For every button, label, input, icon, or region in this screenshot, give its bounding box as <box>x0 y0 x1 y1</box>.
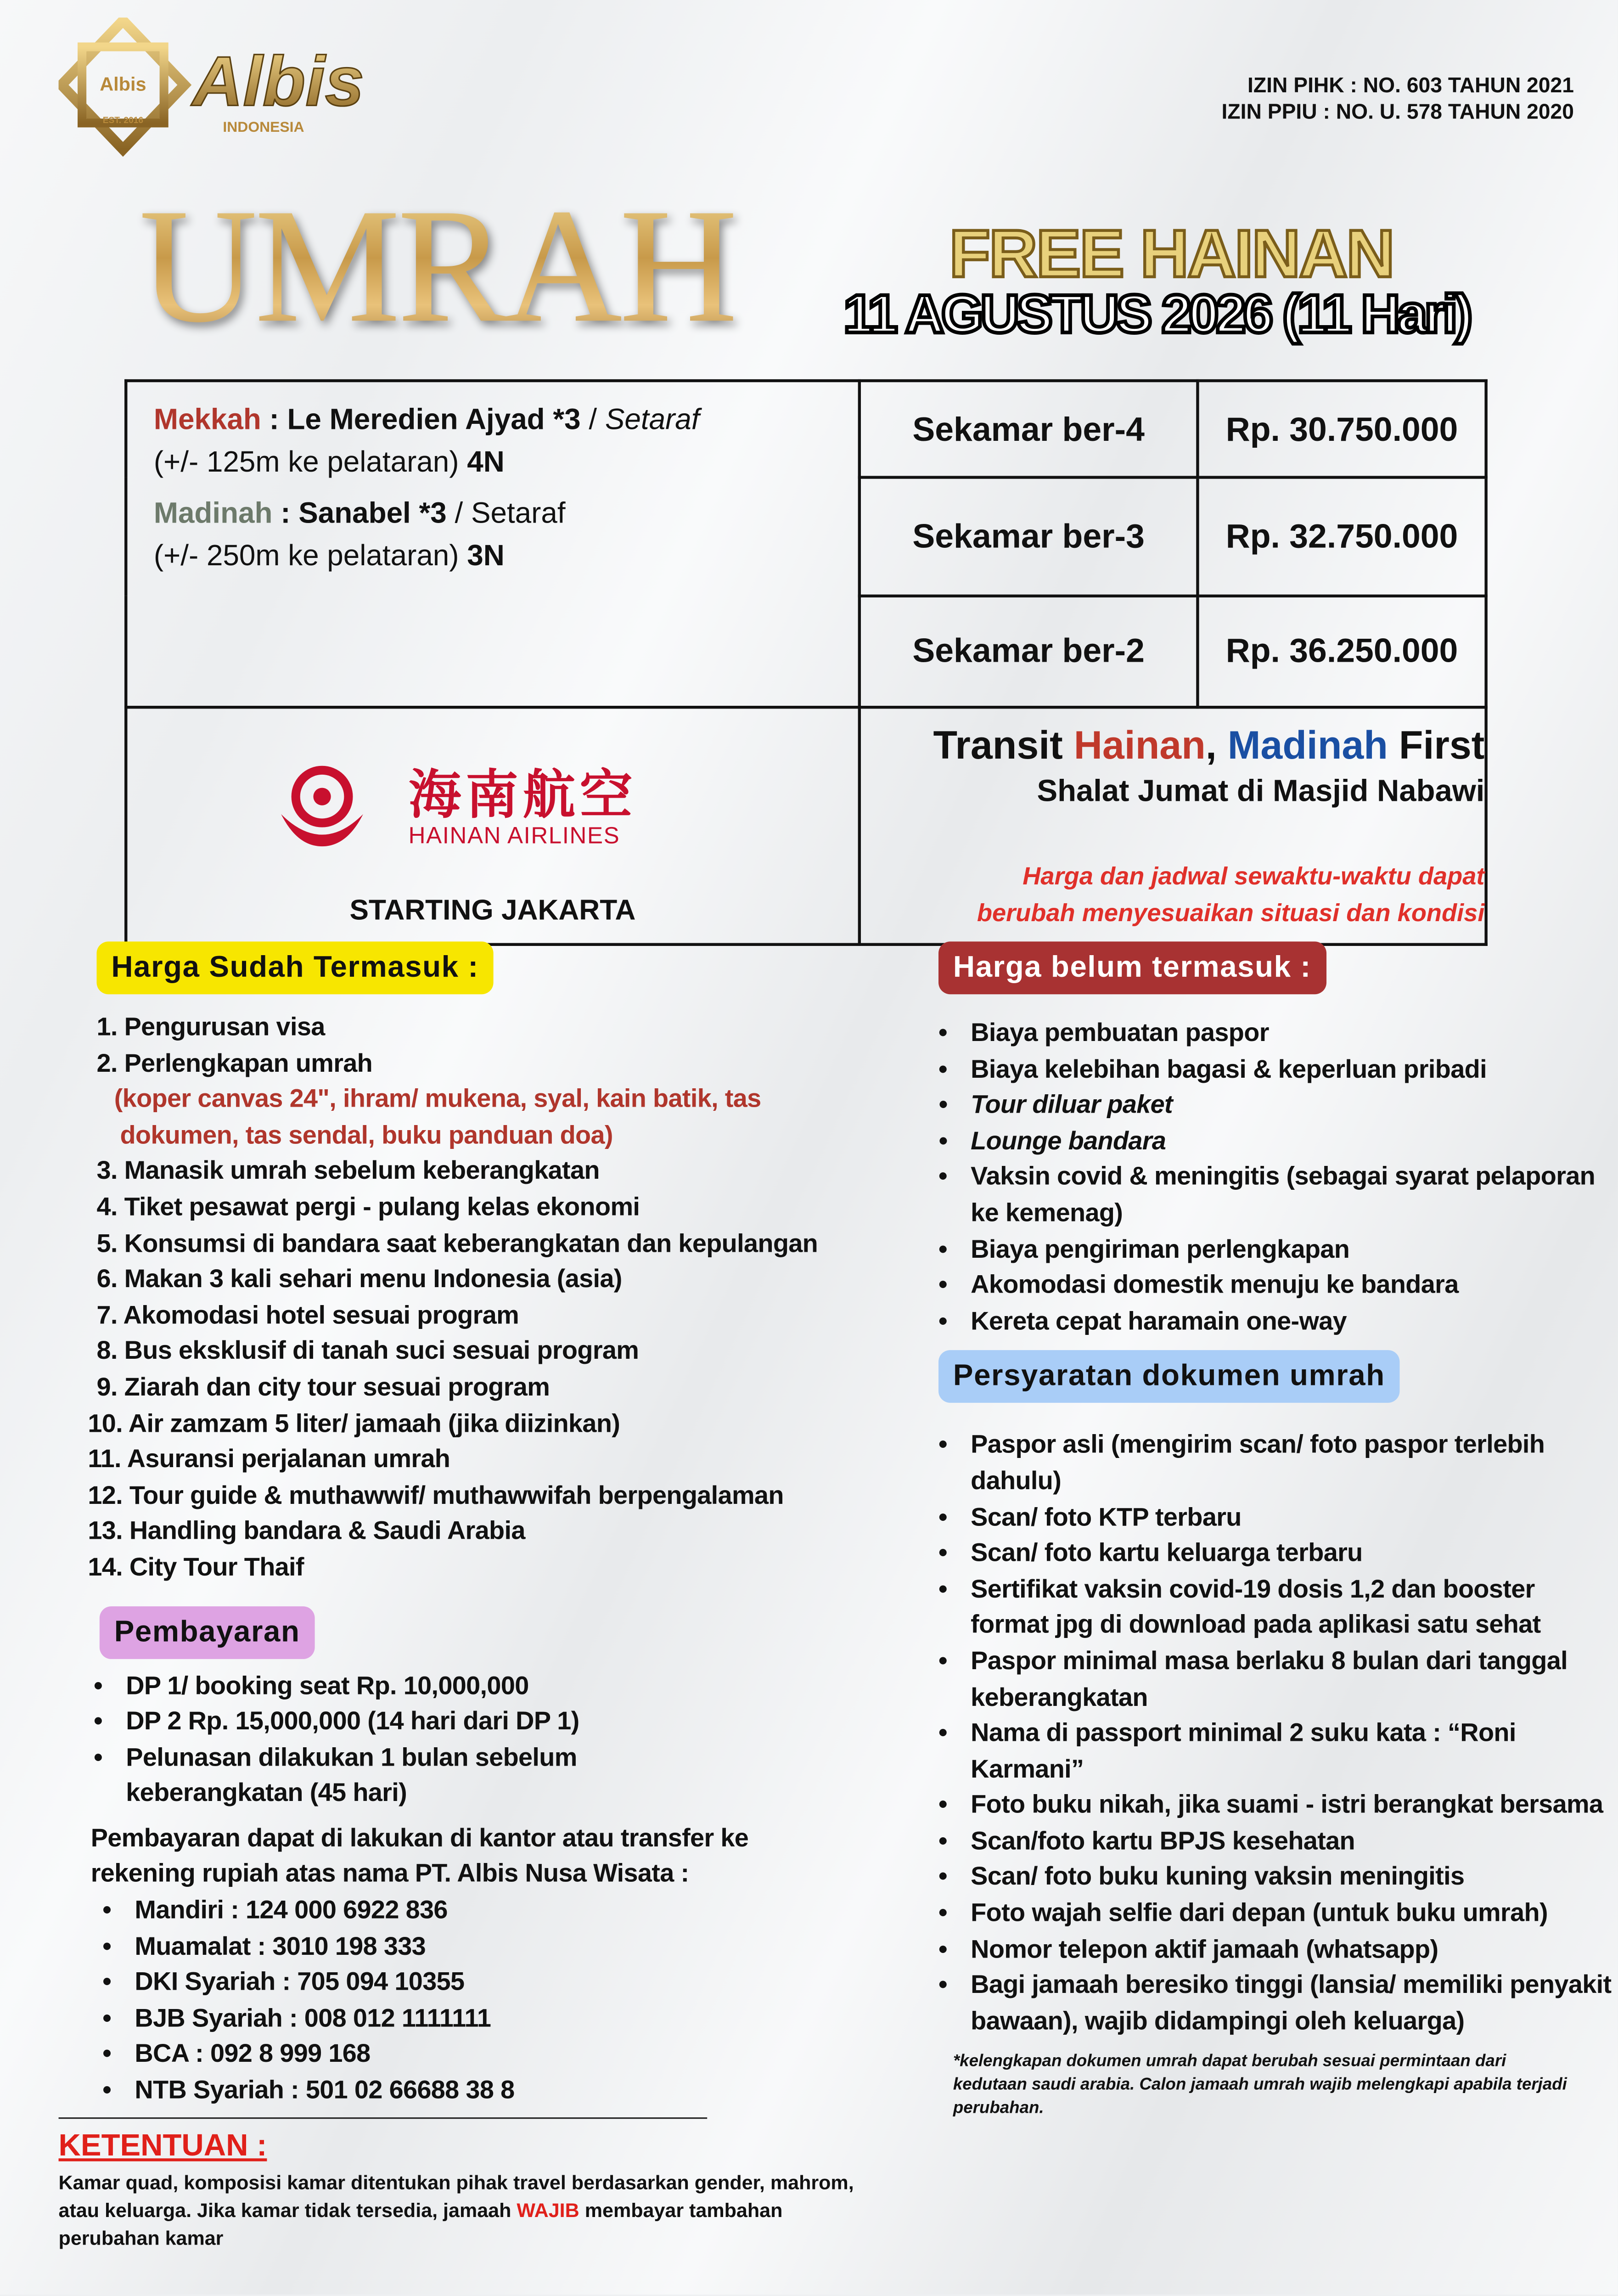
list-item: 5. Konsumsi di bandara saat keberangkatan dan kepulangan <box>96 1228 818 1257</box>
license-info <box>1222 73 1574 126</box>
room-price: Rp. 36.250.000 <box>1197 596 1486 707</box>
madinah-alt: / Setaraf <box>455 498 566 530</box>
bank-account: • BJB Syariah : 008 012 1111111 <box>102 2000 717 2036</box>
disclaimer-line: berubah menyesuaikan situasi dan kondisi <box>977 899 1485 927</box>
svg-text:INDONESIA: INDONESIA <box>223 118 304 135</box>
list-item: • Foto wajah selfie dari depan (untuk buku umrah) <box>938 1895 1615 1931</box>
list-item: • Vaksin covid & meningitis (sebagai syarat pelaporan ke kemenag) <box>938 1159 1615 1231</box>
albis-emblem-icon <box>59 17 366 157</box>
list-item: • DP 2 Rp. 15,000,000 (14 hari dari DP 1) <box>94 1703 708 1739</box>
albis-logo <box>59 17 366 157</box>
starting-city: STARTING JAKARTA <box>349 895 636 927</box>
transit-first: First <box>1388 723 1485 767</box>
list-item: 13. Handling bandara & Saudi Arabia <box>88 1516 525 1546</box>
left-column <box>58 941 933 2251</box>
license-pihk: IZIN PIHK : NO. 603 TAHUN 2021 <box>1247 74 1574 98</box>
list-item: 10. Air zamzam 5 liter/ jamaah (jika diizinkan) <box>88 1408 620 1437</box>
list-item: • Scan/foto kartu BPJS kesehatan <box>938 1823 1615 1859</box>
transit-info <box>860 707 1486 945</box>
list-item: 1. Pengurusan visa <box>96 1012 325 1041</box>
mekkah-hotel: : Le Meredien Ajyad *3 <box>261 404 589 437</box>
separator: , <box>1205 723 1228 767</box>
excluded-list <box>938 1015 1615 1339</box>
documents-footnote: *kelengkapan dokumen umrah dapat berubah sesuai permintaan dari kedutaan saudi arabia. Calon jamaah umrah wajib melengkapi apabila terjadi perubahan. <box>953 2054 1567 2118</box>
terms-highlight: WAJIB <box>517 2199 579 2221</box>
list-item: • Scan/ foto KTP terbaru <box>938 1499 1615 1535</box>
list-item: • Kereta cepat haramain one-way <box>938 1303 1615 1339</box>
list-item: 8. Bus eksklusif di tanah suci sesuai program <box>96 1336 639 1366</box>
established-year: EST. 2016 <box>102 117 144 126</box>
license-ppiu: IZIN PPIU : NO. U. 578 TAHUN 2020 <box>1221 101 1574 125</box>
list-item: 7. Akomodasi hotel sesuai program <box>96 1300 519 1329</box>
terms-text-part: membayar tambahan perubahan kamar <box>58 2199 783 2249</box>
transit-madinah: Madinah <box>1227 723 1388 767</box>
list-item: 6. Makan 3 kali sehari menu Indonesia (asia) <box>96 1264 622 1294</box>
room-type: Sekamar ber-2 <box>860 596 1198 707</box>
documents-header: Persyaratan dokumen umrah <box>938 1351 1400 1403</box>
transit-hainan: Hainan <box>1073 723 1206 767</box>
friday-prayer-note: Shalat Jumat di Masjid Nabawi <box>1037 774 1485 809</box>
madinah-nights: 3N <box>467 540 505 573</box>
list-item: 12. Tour guide & muthawwif/ muthawwifah berpengalaman <box>88 1480 784 1509</box>
payment-header: Pembayaran <box>100 1606 315 1659</box>
list-item: 4. Tiket pesawat pergi - pulang kelas ekonomi <box>96 1192 640 1221</box>
list-item: • Nomor telepon aktif jamaah (whatsapp) <box>938 1931 1615 1967</box>
divider <box>59 2117 708 2118</box>
room-price: Rp. 30.750.000 <box>1197 381 1486 478</box>
list-item: • Pelunasan dilakukan 1 bulan sebelum keberangkatan (45 hari) <box>94 1739 708 1811</box>
hainan-airlines-logo-icon <box>274 765 370 852</box>
list-item: • Paspor asli (mengirim scan/ foto paspor terlebih dahulu) <box>938 1427 1615 1499</box>
list-item: • Scan/ foto buku kuning vaksin meningitis <box>938 1859 1615 1895</box>
terms-text <box>59 2168 879 2251</box>
list-item: • Tour diluar paket <box>938 1087 1615 1123</box>
excluded-header: Harga belum termasuk : <box>938 941 1326 994</box>
included-list <box>88 1009 933 1585</box>
list-item: • Paspor minimal masa berlaku 8 bulan dari tanggal keberangkatan <box>938 1643 1615 1715</box>
airline-cell <box>126 707 860 945</box>
list-item: • Scan/ foto kartu keluarga terbaru <box>938 1535 1615 1570</box>
list-item: • Foto buku nikah, jika suami - istri berangkat bersama <box>938 1787 1615 1823</box>
list-item: • Akomodasi domestik menuju ke bandara <box>938 1267 1615 1303</box>
list-item: • Sertifikat vaksin covid-19 dosis 1,2 dan booster format jpg di download pada aplikasi satu sehat <box>938 1571 1615 1643</box>
list-item: 2. Perlengkapan umrah <box>96 1047 373 1077</box>
included-header: Harga Sudah Termasuk : <box>96 941 493 994</box>
right-column <box>938 941 1615 2121</box>
mekkah-distance: (+/- 125m ke pelataran) <box>153 446 467 479</box>
madinah-distance: (+/- 250m ke pelataran) <box>153 540 467 573</box>
madinah-label: Madinah <box>153 498 273 530</box>
transfer-instructions: Pembayaran dapat di lakukan di kantor atau transfer ke rekening rupiah atas nama PT. Albis Nusa Wisata : <box>90 1823 749 1888</box>
bank-list <box>102 1892 717 2108</box>
documents-list <box>938 1427 1615 2039</box>
terms-text-part: Kamar quad, komposisi kamar ditentukan pihak travel berdasarkan gender, mahrom, atau keluarga. Jika kamar tidak tersedia, jamaah <box>58 2171 854 2221</box>
list-item: • Biaya pembuatan paspor <box>938 1015 1615 1051</box>
list-item-note: dokumen, tas sendal, buku panduan doa) <box>120 1120 613 1149</box>
bank-account: • Muamalat : 3010 198 333 <box>102 1928 717 1964</box>
hotel-info <box>126 381 860 707</box>
transit-word: Transit <box>933 723 1074 767</box>
separator: / <box>589 404 605 437</box>
svg-text:Albis: Albis <box>100 73 146 95</box>
mekkah-alt: Setaraf <box>605 404 700 437</box>
airline-name-cn: 海南航空 <box>408 764 637 825</box>
list-item-note: (koper canvas 24", ihram/ mukena, syal, kain batik, tas <box>114 1084 761 1114</box>
airline-name-en: HAINAN AIRLINES <box>408 824 620 850</box>
list-item: 9. Ziarah dan city tour sesuai program <box>96 1372 550 1401</box>
departure-date: 11 AGUSTUS 2026 (11 Hari) <box>843 284 1470 344</box>
list-item: 11. Asuransi perjalanan umrah <box>88 1444 450 1474</box>
mekkah-label: Mekkah <box>153 404 261 437</box>
bank-account: • DKI Syariah : 705 094 10355 <box>102 1964 717 2000</box>
package-table <box>124 379 1488 946</box>
table-row <box>126 381 1486 478</box>
svg-text:Albis: Albis <box>192 42 364 121</box>
payment-list <box>94 1667 708 1811</box>
disclaimer-line: Harga dan jadwal sewaktu-waktu dapat <box>1022 862 1485 890</box>
terms-header: KETENTUAN : <box>58 2128 267 2162</box>
list-item: • Biaya pengiriman perlengkapan <box>938 1231 1615 1266</box>
bank-account: • NTB Syariah : 501 02 66688 38 8 <box>102 2072 717 2108</box>
list-item: • Biaya kelebihan bagasi & keperluan pribadi <box>938 1051 1615 1086</box>
list-item: • Lounge bandara <box>938 1123 1615 1159</box>
room-type: Sekamar ber-4 <box>860 381 1198 478</box>
list-item: • DP 1/ booking seat Rp. 10,000,000 <box>94 1667 708 1703</box>
list-item: • Nama di passport minimal 2 suku kata : “Roni Karmani” <box>938 1715 1615 1787</box>
bank-account: • BCA : 092 8 999 168 <box>102 2036 717 2072</box>
room-price: Rp. 32.750.000 <box>1197 478 1486 596</box>
bank-account: • Mandiri : 124 000 6922 836 <box>102 1892 717 1928</box>
table-row <box>126 707 1486 945</box>
room-type: Sekamar ber-3 <box>860 478 1198 596</box>
promo-title: FREE HAINAN <box>949 215 1393 292</box>
main-title: UMRAH <box>139 173 735 361</box>
madinah-hotel: : Sanabel *3 <box>272 498 455 530</box>
list-item: 3. Manasik umrah sebelum keberangkatan <box>96 1156 600 1185</box>
list-item: 14. City Tour Thaif <box>88 1552 304 1581</box>
mekkah-nights: 4N <box>467 446 505 479</box>
list-item: • Bagi jamaah beresiko tinggi (lansia/ memiliki penyakit bawaan), wajib didampingi oleh keluarga) <box>938 1967 1615 2039</box>
